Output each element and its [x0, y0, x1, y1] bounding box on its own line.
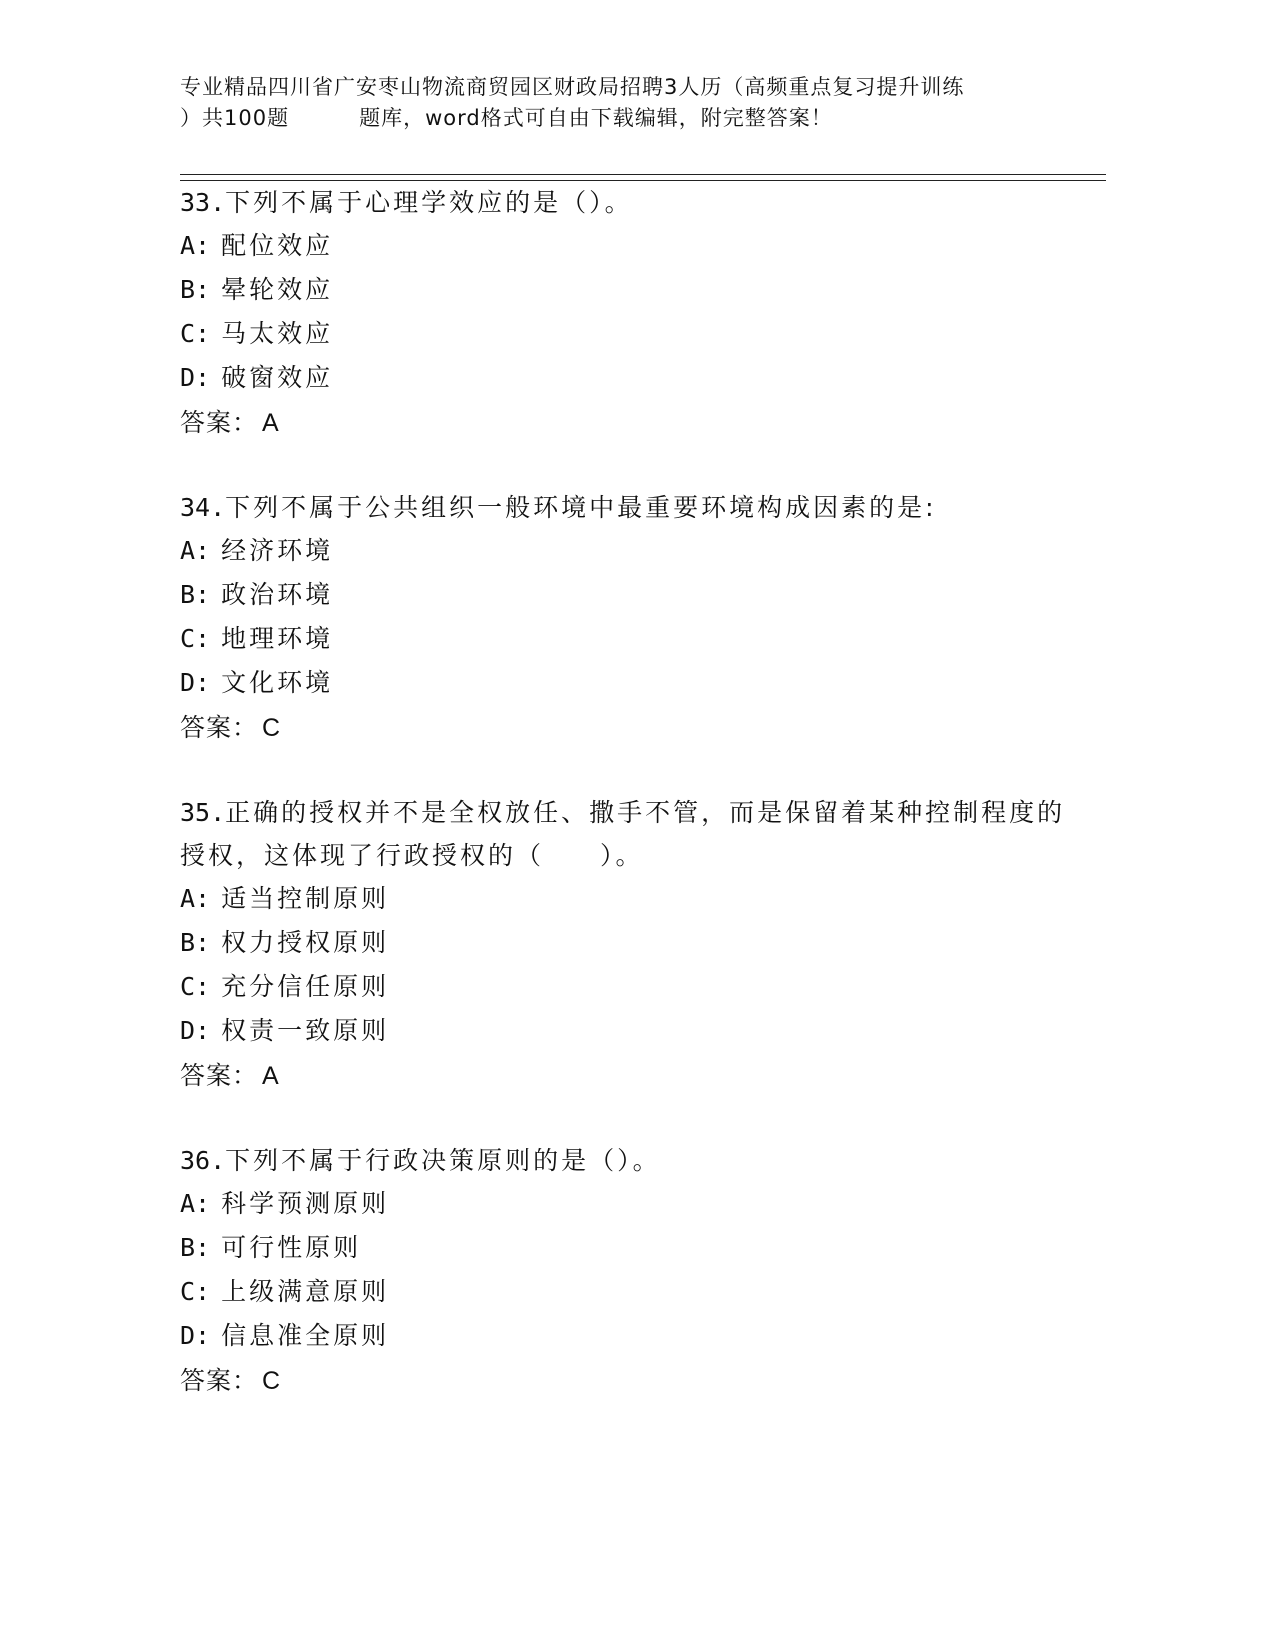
answer-label: 答案： [180, 1061, 259, 1090]
option-key: A: [180, 536, 211, 565]
question-text: 下列不属于行政决策原则的是（）。 [225, 1146, 661, 1175]
question-stem [180, 1139, 1080, 1182]
question-34 [180, 486, 1080, 751]
option-key: B: [180, 928, 211, 957]
option-key: B: [180, 580, 211, 609]
option-key: C: [180, 624, 211, 653]
answer-label: 答案： [180, 1366, 259, 1395]
header-line-2-part-1: ）共100题 [180, 106, 290, 130]
answer-label: 答案： [180, 713, 259, 742]
question-stem [180, 791, 1080, 877]
option-c [180, 965, 1080, 1009]
option-c [180, 1270, 1080, 1314]
answer-value: A [262, 1062, 280, 1090]
option-d [180, 661, 1080, 705]
document-header [180, 72, 1090, 134]
answer-value: C [262, 1367, 282, 1395]
option-text: 政治环境 [221, 580, 334, 609]
option-key: D: [180, 1321, 211, 1350]
question-stem [180, 181, 1080, 224]
option-c [180, 312, 1080, 356]
question-number: 33. [180, 188, 226, 217]
option-key: C: [180, 319, 211, 348]
question-stem [180, 486, 1080, 529]
option-text: 权责一致原则 [221, 1016, 390, 1045]
option-b [180, 921, 1080, 965]
option-key: D: [180, 1016, 211, 1045]
option-text: 信息准全原则 [221, 1321, 390, 1350]
option-key: D: [180, 363, 211, 392]
option-key: A: [180, 884, 211, 913]
question-number: 35. [180, 798, 226, 827]
option-b [180, 1226, 1080, 1270]
option-d [180, 1009, 1080, 1053]
option-b [180, 573, 1080, 617]
option-key: C: [180, 1277, 211, 1306]
header-line-1: 专业精品四川省广安枣山物流商贸园区财政局招聘3人历（高频重点复习提升训练 [180, 75, 965, 99]
question-number: 36. [180, 1146, 226, 1175]
option-a [180, 224, 1080, 268]
option-key: B: [180, 1233, 211, 1262]
header-divider-top [180, 174, 1106, 175]
option-d [180, 1314, 1080, 1358]
option-text: 地理环境 [221, 624, 334, 653]
question-text: 下列不属于心理学效应的是（）。 [225, 188, 633, 217]
option-text: 文化环境 [221, 668, 334, 697]
option-a [180, 1182, 1080, 1226]
option-key: D: [180, 668, 211, 697]
question-text: 正确的授权并不是全权放任、撒手不管，而是保留着某种控制程度的授权，这体现了行政授权的（ ）。 [180, 798, 1066, 870]
question-text: 下列不属于公共组织一般环境中最重要环境构成因素的是: [225, 493, 937, 522]
answer-value: C [262, 714, 282, 742]
question-35 [180, 791, 1080, 1099]
option-text: 权力授权原则 [221, 928, 390, 957]
answer-line [180, 705, 1080, 751]
option-key: C: [180, 972, 211, 1001]
answer-value: A [262, 409, 280, 437]
option-text: 经济环境 [221, 536, 334, 565]
option-d [180, 356, 1080, 400]
option-text: 上级满意原则 [221, 1277, 390, 1306]
option-text: 配位效应 [221, 231, 334, 260]
answer-line [180, 400, 1080, 446]
option-text: 破窗效应 [221, 363, 334, 392]
header-line-2-part-2: 题库，word格式可自由下载编辑，附完整答案！ [359, 106, 833, 130]
option-key: A: [180, 1189, 211, 1218]
option-text: 晕轮效应 [221, 275, 334, 304]
option-text: 适当控制原则 [221, 884, 390, 913]
option-text: 马太效应 [221, 319, 334, 348]
answer-line [180, 1358, 1080, 1404]
answer-label: 答案： [180, 408, 259, 437]
answer-line [180, 1053, 1080, 1099]
question-number: 34. [180, 493, 226, 522]
option-text: 可行性原则 [221, 1233, 362, 1262]
option-a [180, 877, 1080, 921]
option-key: A: [180, 231, 211, 260]
option-c [180, 617, 1080, 661]
option-text: 科学预测原则 [221, 1189, 390, 1218]
header-line-2 [180, 103, 1090, 134]
question-list [180, 181, 1080, 1444]
option-text: 充分信任原则 [221, 972, 390, 1001]
option-key: B: [180, 275, 211, 304]
question-36 [180, 1139, 1080, 1404]
option-a [180, 529, 1080, 573]
option-b [180, 268, 1080, 312]
question-33 [180, 181, 1080, 446]
